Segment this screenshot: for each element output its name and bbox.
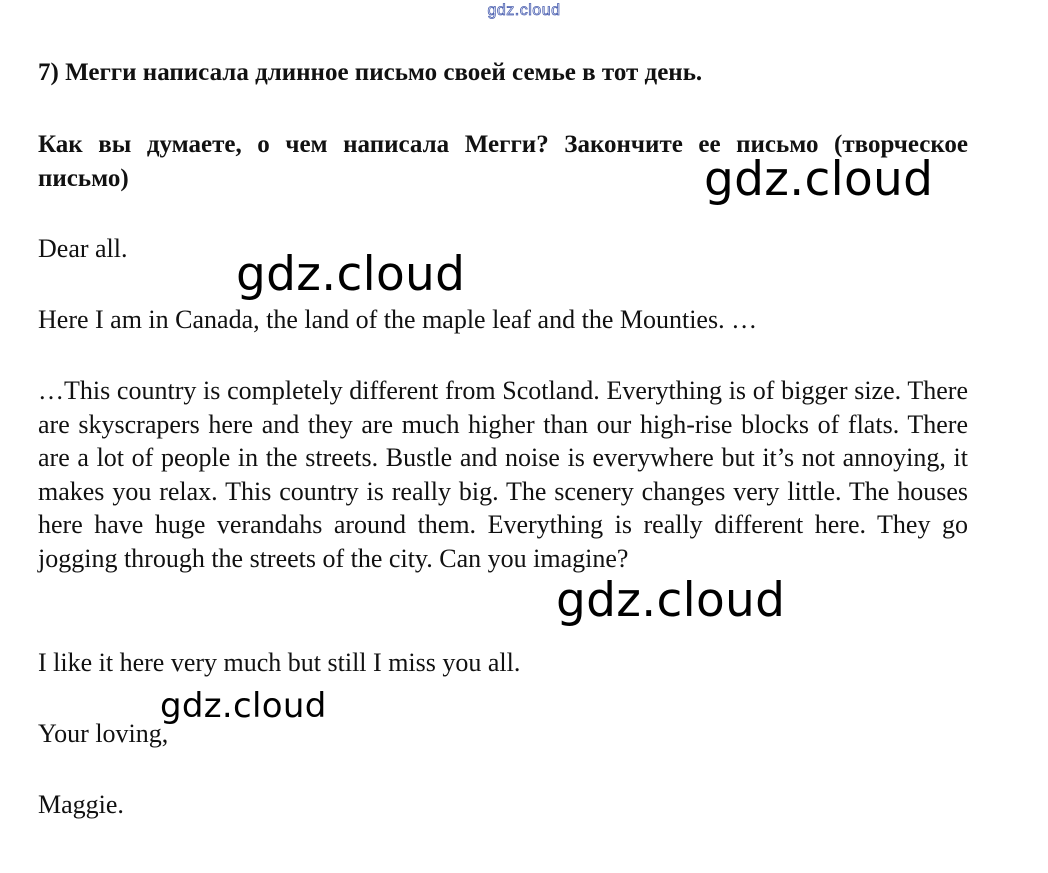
letter-signature: Maggie. (38, 790, 124, 819)
watermark: gdz.cloud (160, 686, 327, 726)
letter-sign-off: Your loving, (38, 719, 169, 748)
task-question: Как вы думаете, о чем написала Мегги? Закончите ее письмо (творческое письмо) (38, 131, 968, 192)
letter-greeting: Dear all. (38, 234, 128, 263)
letter-body: …This country is completely different from Scotland. Everything is of bigger size. There are skyscrapers here and they are much higher than our high-rise blocks of flats. There are a lot of people in the streets. Bustle and noise is everywhere but it’s not annoying, it makes you relax. This country is really big. The scenery changes very little. The houses here have huge verandahs around them. Everything is really different here. They go jogging through the streets of the city. Can you imagine? (38, 376, 968, 573)
watermark: gdz.cloud (704, 152, 934, 207)
watermark: gdz.cloud (236, 247, 466, 302)
watermark: gdz.cloud (556, 573, 786, 628)
source-watermark-header: gdz.cloud (487, 2, 561, 19)
letter-closing: I like it here very much but still I miss you all. (38, 648, 521, 677)
task-title: 7) Мегги написала длинное письмо своей семье в тот день. (38, 59, 703, 86)
letter-intro: Here I am in Canada, the land of the maple leaf and the Mounties. … (38, 305, 758, 334)
